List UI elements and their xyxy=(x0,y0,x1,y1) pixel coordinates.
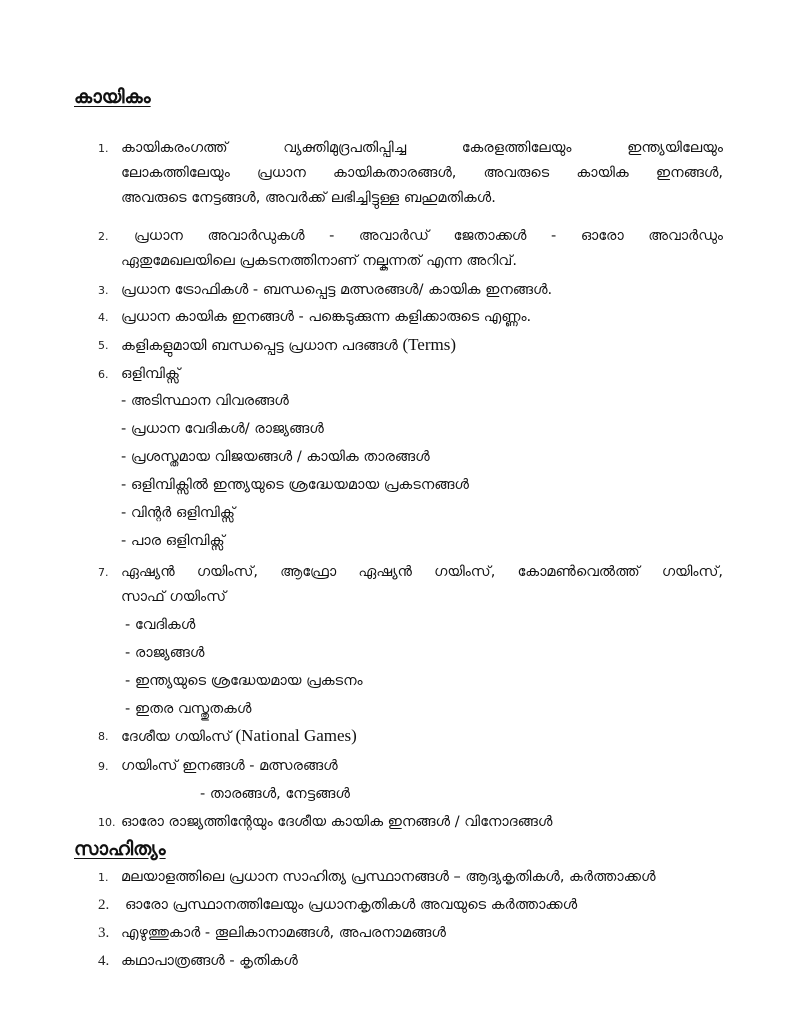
sub-item: - പ്രശസ്തമായ വിജയങ്ങൾ / കായിക താരങ്ങൾ xyxy=(121,449,430,465)
list-item-line: അവരുടെ നേട്ടങ്ങൾ, അവർക്ക് ലഭിച്ചിട്ടുള്ള ബഹുമതികൾ. xyxy=(121,190,496,206)
list-number: 3. xyxy=(98,925,110,941)
list-item-text: ദേശീയ ഗയിംസ് xyxy=(121,729,236,745)
list-item-line xyxy=(121,335,456,356)
list-number: 4. xyxy=(98,953,110,969)
sub-item: - പാര ഒളിമ്പിക്സ് xyxy=(121,533,225,549)
list-item-line: പ്രധാന അവാർഡുകൾ - അവാർഡ് ജേതാക്കൾ - ഓരോ അവാർഡും xyxy=(134,228,723,244)
list-item-line: ലോകത്തിലേയും പ്രധാന കായികതാരങ്ങൾ, അവരുടെ കായിക ഇനങ്ങൾ, xyxy=(121,165,723,181)
list-number: 3. xyxy=(98,284,109,297)
list-number: 5. xyxy=(98,339,109,352)
list-item-line: ഏഷ്യൻ ഗയിംസ്, ആഫ്രോ ഏഷ്യൻ ഗയിംസ്, കോമൺവെൽത്ത് ഗയിംസ്, xyxy=(121,564,723,580)
list-number: 10. xyxy=(98,816,116,829)
sub-item: - പ്രധാന വേദികൾ/ രാജ്യങ്ങൾ xyxy=(121,421,324,437)
list-item-line: പ്രധാന ട്രോഫികൾ - ബന്ധപ്പെട്ട മത്സരങ്ങൾ/ കായിക ഇനങ്ങൾ. xyxy=(121,282,553,298)
sub-item: - രാജ്യങ്ങൾ xyxy=(125,645,205,661)
list-number: 7. xyxy=(98,566,109,579)
list-item-line: പ്രധാന കായിക ഇനങ്ങൾ - പങ്കെടുക്കുന്ന കളിക്കാരുടെ എണ്ണം. xyxy=(121,309,532,325)
list-item-line: കായികരംഗത്ത് വ്യക്തിമുദ്രപതിപ്പിച്ച കേരളത്തിലേയും ഇന്ത്യയിലേയും xyxy=(121,140,723,156)
sub-item: - ഇതര വസ്തുതകൾ xyxy=(125,701,252,717)
list-item-line: ഏതുമേഖലയിലെ പ്രകടനത്തിനാണ് നല്കുന്നത് എന്ന അറിവ്. xyxy=(121,253,517,269)
list-number: 1. xyxy=(98,142,109,155)
sub-item: - ഇന്ത്യയുടെ ശ്രദ്ധേയമായ പ്രകടനം xyxy=(125,673,363,689)
list-number: 2. xyxy=(98,230,109,243)
sub-item: - ഒളിമ്പിക്സിൽ ഇന്ത്യയുടെ ശ്രദ്ധേയമായ പ്രകടനങ്ങൾ xyxy=(121,477,469,493)
list-number: 8. xyxy=(98,730,109,743)
list-item-line: മലയാളത്തിലെ പ്രധാന സാഹിത്യ പ്രസ്ഥാനങ്ങൾ – ആദ്യകൃതികൾ, കർത്താക്കൾ xyxy=(121,869,656,885)
list-number: 2. xyxy=(98,897,110,913)
list-item-line: കഥാപാത്രങ്ങൾ - കൃതികൾ xyxy=(121,953,298,969)
list-item-line: ഓരോ രാജ്യത്തിന്റേയും ദേശീയ കായിക ഇനങ്ങൾ / വിനോദങ്ങൾ xyxy=(121,814,553,830)
section-heading-literature: സാഹിത്യം xyxy=(74,838,166,860)
list-item-line: ഒളിമ്പിക്സ് xyxy=(121,366,181,382)
list-item-line xyxy=(121,726,357,747)
list-number: 4. xyxy=(98,311,109,324)
sub-item: - അടിസ്ഥാന വിവരങ്ങൾ xyxy=(121,393,289,409)
sub-item: - വേദികൾ xyxy=(125,617,196,633)
list-item-line: ഗയിംസ് ഇനങ്ങൾ - മത്സരങ്ങൾ xyxy=(121,758,338,774)
list-item-text: കളികളുമായി ബന്ധപ്പെട്ട പ്രധാന പദങ്ങൾ xyxy=(121,338,403,354)
list-item-line: സാഫ് ഗയിംസ് xyxy=(121,589,226,605)
sub-item: - വിന്റർ ഒളിമ്പിക്സ് xyxy=(121,505,235,521)
list-number: 9. xyxy=(98,760,109,773)
list-number: 1. xyxy=(98,871,109,884)
english-term: (Terms) xyxy=(402,335,457,354)
section-heading-sports: കായികം xyxy=(74,86,151,108)
list-item-line: എഴുത്തുകാർ - തൂലികാനാമങ്ങൾ, അപരനാമങ്ങൾ xyxy=(121,925,446,941)
sub-item: - താരങ്ങൾ, നേട്ടങ്ങൾ xyxy=(200,786,350,802)
english-term: (National Games) xyxy=(235,726,357,745)
list-item-line: ഓരോ പ്രസ്ഥാനത്തിലേയും പ്രധാനകൃതികൾ അവയുടെ കർത്താക്കൾ xyxy=(125,897,578,913)
list-number: 6. xyxy=(98,368,109,381)
